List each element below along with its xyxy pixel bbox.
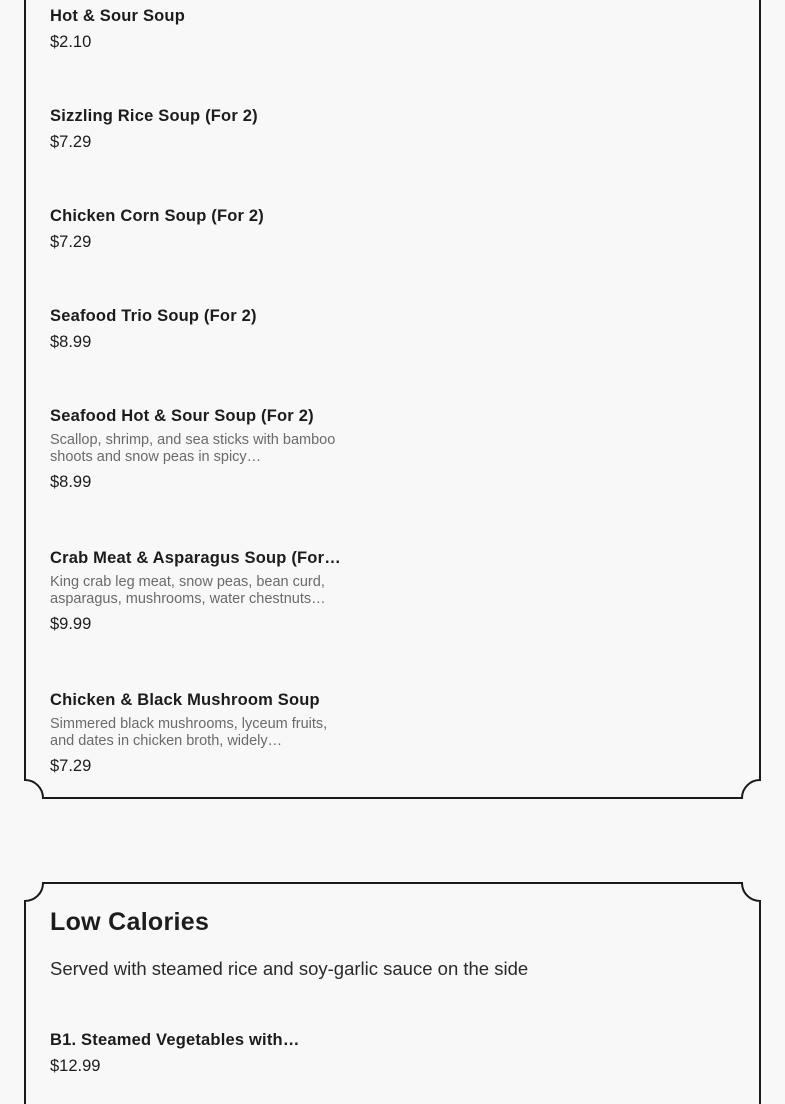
menu-item-name: Sizzling Rice Soup (For 2) <box>50 107 258 125</box>
menu-item[interactable] <box>50 106 350 152</box>
menu-item-description: Scallop, shrimp, and sea sticks with bamboo shoots and snow peas in spicy… <box>50 432 336 465</box>
menu-item[interactable] <box>50 306 350 352</box>
section-subtitle: Served with steamed rice and soy-garlic sauce on the side <box>50 958 529 979</box>
menu-item-description: King crab leg meat, snow peas, bean curd, asparagus, mushrooms, water chestnuts… <box>50 574 326 607</box>
menu-item-description: Simmered black mushrooms, lyceum fruits, and dates in chicken broth, widely… <box>50 716 328 749</box>
menu-item-name: B1. Steamed Vegetables with… <box>50 1031 300 1049</box>
section-title: Low Calories <box>50 908 210 936</box>
menu-item-price: $7.29 <box>50 133 92 151</box>
menu-item-price: $12.99 <box>50 1057 101 1075</box>
menu-item[interactable] <box>50 1030 350 1076</box>
menu-item-price: $9.99 <box>50 615 92 633</box>
menu-item-name: Chicken & Black Mushroom Soup <box>50 691 320 709</box>
menu-item-price: $8.99 <box>50 333 92 351</box>
menu-item-price: $7.29 <box>50 757 92 775</box>
menu-item-name: Chicken Corn Soup (For 2) <box>50 207 265 225</box>
menu-item-name: Seafood Hot & Sour Soup (For 2) <box>50 407 314 425</box>
menu-item-price: $7.29 <box>50 233 92 251</box>
menu-item-name: Crab Meat & Asparagus Soup (For… <box>50 549 341 567</box>
menu-item[interactable] <box>50 406 350 492</box>
menu-item[interactable] <box>50 690 350 776</box>
menu-section-low-calories <box>24 882 761 1104</box>
menu-item[interactable] <box>50 6 350 52</box>
menu-section-soups <box>24 0 761 818</box>
menu-item[interactable] <box>50 548 350 634</box>
menu-item-name: Hot & Sour Soup <box>50 7 185 25</box>
menu-item-price: $2.10 <box>50 33 92 51</box>
menu-item[interactable] <box>50 206 350 252</box>
menu-item-price: $8.99 <box>50 473 92 491</box>
menu-item-name: Seafood Trio Soup (For 2) <box>50 307 257 325</box>
